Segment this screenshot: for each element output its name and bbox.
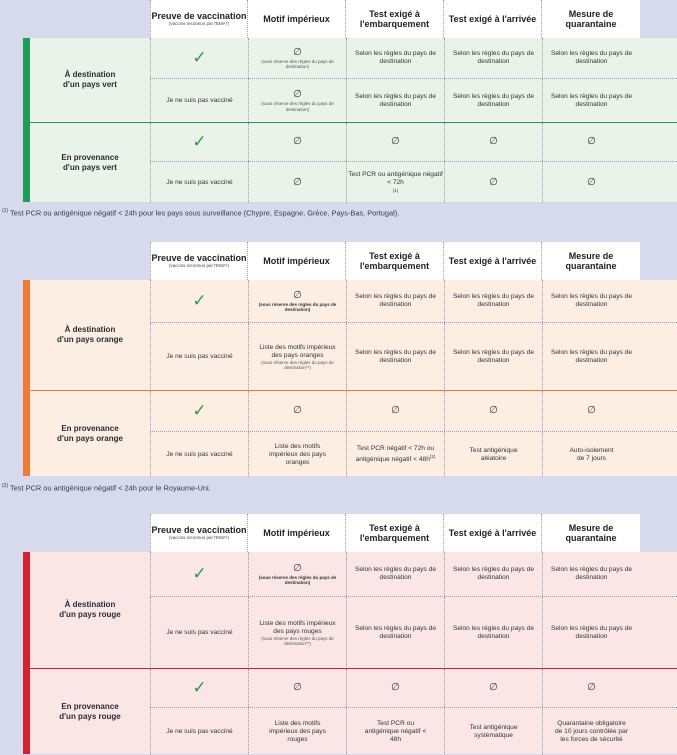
test-embarkation-cell: Test PCR ou antigénique négatif < 48h: [346, 708, 444, 755]
empty-set-icon: ∅: [293, 89, 302, 100]
quarantine-cell: [542, 162, 640, 203]
not-vaccinated-cell: Je ne suis pas vacciné: [150, 597, 248, 669]
orange-provenance-label: En provenance d'un pays orange: [57, 423, 123, 443]
table-row: [150, 552, 677, 596]
test-arrival-cell: Selon les règles du pays de destination: [444, 79, 542, 122]
test-arrival-cell: Selon les règles du pays de destination: [444, 597, 542, 669]
quarantine-cell: Selon les règles du pays de destination: [542, 280, 640, 322]
orange-provenance-group: [30, 391, 677, 476]
quarantine-cell: Selon les règles du pays de destination: [542, 79, 640, 122]
motif-cell: ∅ (sous réserve des règles du pays de destination): [248, 79, 346, 122]
header-vaccination: Preuve de vaccination (vaccins reconnus par l'EMA*): [150, 242, 248, 280]
not-vaccinated-cell: Je ne suis pas vacciné: [150, 162, 248, 203]
empty-set-icon: ∅: [489, 405, 498, 416]
orange-section: [0, 242, 677, 497]
empty-set-icon: ∅: [391, 682, 400, 693]
motif-cell: Liste des motifs impérieux des pays oranges (sous réserve des règles du pays de destination**): [248, 323, 346, 391]
test-arrival-cell: [444, 391, 542, 431]
table-header: [150, 514, 677, 552]
test-arrival-cell: Test antigénique aléatoire: [444, 432, 542, 477]
check-icon: ✓: [192, 291, 207, 310]
test-arrival-cell: Test antigénique systématique: [444, 708, 542, 755]
table-row: [150, 78, 677, 122]
not-vaccinated-cell: Je ne suis pas vacciné: [150, 708, 248, 755]
vaccinated-check-cell: [150, 552, 248, 596]
check-icon: ✓: [192, 401, 207, 420]
green-color-bar: [23, 38, 30, 202]
quarantine-cell: Selon les règles du pays de destination: [542, 597, 640, 669]
header-motif: Motif impérieux: [248, 514, 346, 552]
empty-set-icon: ∅: [587, 176, 596, 188]
test-arrival-cell: [444, 123, 542, 161]
orange-destination-label: À destination d'un pays orange: [57, 325, 123, 344]
vaccinated-check-cell: [150, 391, 248, 431]
green-section: [0, 0, 677, 218]
empty-set-icon: ∅: [293, 176, 302, 188]
test-embarkation-cell: [346, 669, 444, 707]
quarantine-cell: Selon les règles du pays de destination: [542, 323, 640, 391]
empty-set-icon: ∅: [293, 682, 302, 693]
test-embarkation-cell: Selon les règles du pays de destination: [346, 79, 444, 122]
table-row: [150, 669, 677, 707]
quarantine-cell: Selon les règles du pays de destination: [542, 552, 640, 596]
not-vaccinated-cell: Je ne suis pas vacciné: [150, 79, 248, 122]
test-embarkation-cell: Selon les règles du pays de destination: [346, 323, 444, 391]
empty-set-icon: ∅: [293, 136, 302, 147]
table-row: [150, 391, 677, 431]
motif-cell: [248, 162, 346, 203]
header-test-embarkation: Test exigé à l'embarquement: [346, 0, 444, 38]
table-row: [150, 38, 677, 78]
test-embarkation-cell: [346, 123, 444, 161]
check-icon: ✓: [192, 564, 207, 583]
orange-destination-group: [30, 280, 677, 390]
table-row: [150, 123, 677, 161]
red-destination-group: [30, 552, 677, 668]
vaccinated-check-cell: [150, 38, 248, 78]
empty-set-icon: ∅: [293, 562, 302, 574]
header-test-arrival: Test exigé à l'arrivée: [444, 242, 542, 280]
vaccinated-check-cell: [150, 123, 248, 161]
table-row: [150, 596, 677, 669]
empty-set-icon: ∅: [293, 405, 302, 416]
header-test-embarkation: Test exigé à l'embarquement: [346, 242, 444, 280]
empty-set-icon: ∅: [293, 46, 302, 58]
check-icon: ✓: [192, 678, 207, 697]
not-vaccinated-cell: Je ne suis pas vacciné: [150, 432, 248, 477]
red-provenance-label: En provenance d'un pays rouge: [59, 701, 121, 721]
motif-cell: Liste des motifs impérieux des pays oranges: [248, 432, 346, 477]
orange-color-bar: [23, 280, 30, 476]
test-embarkation-cell: Selon les règles du pays de destination: [346, 597, 444, 669]
green-provenance-label: En provenance d'un pays vert: [61, 152, 119, 172]
orange-table-body: [0, 280, 677, 476]
vaccinated-check-cell: [150, 280, 248, 322]
red-destination-label: À destination d'un pays rouge: [59, 600, 121, 619]
motif-cell: [248, 123, 346, 161]
motif-cell: [248, 391, 346, 431]
green-destination-group: [30, 38, 677, 122]
empty-set-icon: ∅: [293, 289, 302, 301]
table-row: [150, 431, 677, 477]
header-test-arrival: Test exigé à l'arrivée: [444, 0, 542, 38]
header-quarantine: Mesure de quarantaine: [542, 242, 640, 280]
quarantine-cell: [542, 123, 640, 161]
header-test-embarkation: Test exigé à l'embarquement: [346, 514, 444, 552]
empty-set-icon: ∅: [391, 136, 400, 147]
empty-set-icon: ∅: [489, 682, 498, 693]
test-embarkation-cell: Test PCR négatif < 72h ou antigénique négatif < $48h^{(2)}$: [346, 432, 444, 477]
test-arrival-cell: Selon les règles du pays de destination: [444, 38, 542, 78]
green-destination-label: À destination d'un pays vert: [63, 70, 117, 89]
empty-set-icon: ∅: [587, 405, 596, 416]
footnote-1: $^{(1)}$ Test PCR ou antigénique négatif < 24h pour les pays sous surveillance (Chypre, Espagne, Grèce, Pays-Bas, Portugal).: [2, 208, 400, 218]
motif-cell: Liste des motifs impérieux des pays rouges: [248, 708, 346, 755]
header-quarantine: Mesure de quarantaine: [542, 0, 640, 38]
motif-cell: Liste des motifs impérieux des pays rouges (sous réserve des règles du pays de destination**): [248, 597, 346, 669]
table-row: [150, 280, 677, 322]
test-embarkation-cell: Test PCR ou antigénique négatif < 72h (1): [346, 162, 444, 203]
table-header: [150, 242, 677, 280]
quarantine-cell: [542, 391, 640, 431]
green-provenance-group: [30, 123, 677, 202]
header-motif: Motif impérieux: [248, 242, 346, 280]
motif-cell: ∅ (sous réserve des règles du pays de destination): [248, 280, 346, 322]
motif-cell: ∅ (sous réserve des règles du pays de destination): [248, 38, 346, 78]
vaccinated-check-cell: [150, 669, 248, 707]
test-embarkation-cell: [346, 391, 444, 431]
header-vaccination: Preuve de vaccination (vaccins reconnus par l'EMA*): [150, 0, 248, 38]
table-row: [150, 707, 677, 755]
empty-set-icon: ∅: [489, 136, 498, 147]
empty-set-icon: ∅: [587, 682, 596, 693]
test-arrival-cell: [444, 162, 542, 203]
empty-set-icon: ∅: [587, 136, 596, 147]
empty-set-icon: ∅: [489, 176, 498, 188]
test-arrival-cell: Selon les règles du pays de destination: [444, 280, 542, 322]
header-test-arrival: Test exigé à l'arrivée: [444, 514, 542, 552]
check-icon: ✓: [192, 132, 207, 151]
not-vaccinated-cell: Je ne suis pas vacciné: [150, 323, 248, 391]
table-header: [150, 0, 677, 38]
green-table-body: [0, 38, 677, 202]
empty-set-icon: ∅: [391, 405, 400, 416]
test-arrival-cell: Selon les règles du pays de destination: [444, 323, 542, 391]
red-section: [0, 514, 677, 754]
quarantine-cell: [542, 669, 640, 707]
red-color-bar: [23, 552, 30, 754]
header-motif: Motif impérieux: [248, 0, 346, 38]
quarantine-cell: Quarantaine obligatoire de 10 jours contrôlée par les forces de sécurité: [542, 708, 640, 755]
test-embarkation-cell: Selon les règles du pays de destination: [346, 552, 444, 596]
red-provenance-group: [30, 669, 677, 754]
footnote-2: $^{(2)}$ Test PCR ou antigénique négatif < 24h pour le Royaume-Uni.: [2, 483, 211, 493]
red-table-body: [0, 552, 677, 754]
header-quarantine: Mesure de quarantaine: [542, 514, 640, 552]
header-vaccination: Preuve de vaccination (vaccins reconnus par l'EMA*): [150, 514, 248, 552]
quarantine-cell: Auto-isolement de 7 jours: [542, 432, 640, 477]
quarantine-cell: Selon les règles du pays de destination: [542, 38, 640, 78]
check-icon: ✓: [192, 48, 207, 67]
test-arrival-cell: Selon les règles du pays de destination: [444, 552, 542, 596]
motif-cell: ∅ (sous réserve des règles du pays de destination): [248, 552, 346, 596]
table-row: [150, 161, 677, 203]
test-arrival-cell: [444, 669, 542, 707]
test-embarkation-cell: Selon les règles du pays de destination: [346, 38, 444, 78]
test-embarkation-cell: Selon les règles du pays de destination: [346, 280, 444, 322]
motif-cell: [248, 669, 346, 707]
table-row: [150, 322, 677, 391]
